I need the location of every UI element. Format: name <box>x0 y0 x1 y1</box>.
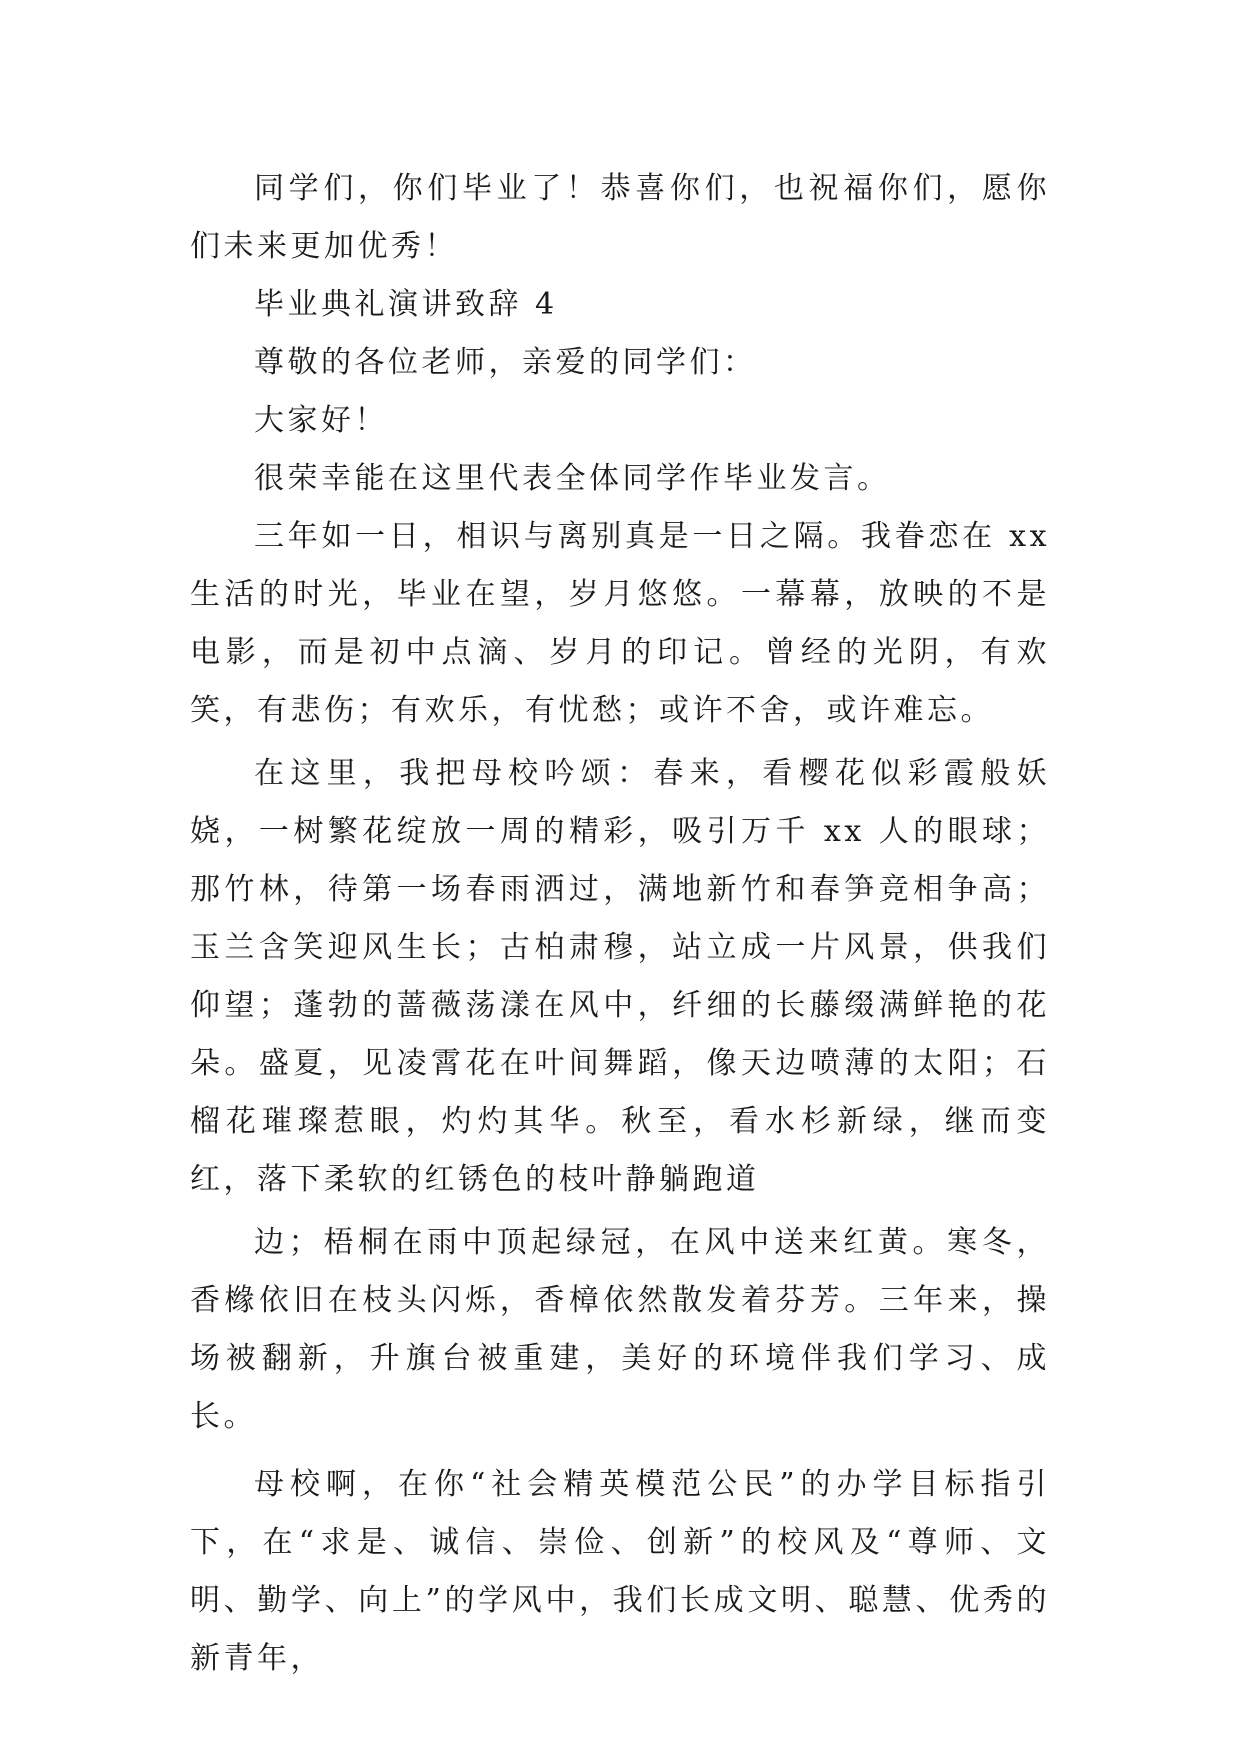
paragraph-campus-seasons: 在这里，我把母校吟颂：春来，看樱花似彩霞般妖娆，一树繁花绽放一周的精彩，吸引万千 xx 人的眼球；那竹林，待第一场春雨洒过，满地新竹和春笋竞相争高；玉兰含笑迎风生长；古柏肃穆，站立成一片风景，供我们仰望；蓬勃的蔷薇荡漾在风中，纤细的长藤缀满鲜艳的花朵。盛夏，见凌霄花在叶间舞蹈，像天边喷薄的太阳；石榴花璀璨惹眼，灼灼其华。秋至，看水杉新绿，继而变红，落下柔软的红锈色的枝叶静躺跑道 <box>190 756 1050 1197</box>
paragraph-closing-wishes: 同学们，你们毕业了！恭喜你们，也祝福你们，愿你们未来更加优秀！ <box>190 171 1050 264</box>
paragraph-campus-winter: 边；梧桐在雨中顶起绿冠，在风中送来红黄。寒冬，香橼依旧在枝头闪烁，香樟依然散发着芬芳。三年来，操场被翻新，升旗台被重建，美好的环境伴我们学习、成长。 <box>190 1225 1050 1434</box>
paragraph-intro: 很荣幸能在这里代表全体同学作毕业发言。 <box>254 461 891 496</box>
paragraph-school-motto: 母校啊，在你“社会精英模范公民”的办学目标指引下，在“求是、诚信、崇俭、创新”的校风及“尊师、文明、勤学、向上”的学风中，我们长成文明、聪慧、优秀的新青年， <box>190 1467 1050 1676</box>
salutation: 尊敬的各位老师，亲爱的同学们： <box>254 345 757 380</box>
document-body <box>190 160 1050 1688</box>
speech-title: 毕业典礼演讲致辞 4 <box>254 287 558 322</box>
greeting: 大家好！ <box>254 403 388 438</box>
paragraph-memories: 三年如一日，相识与离别真是一日之隔。我眷恋在 xx 生活的时光，毕业在望，岁月悠悠。一幕幕，放映的不是电影，而是初中点滴、岁月的印记。曾经的光阴，有欢笑，有悲伤；有欢乐，有忧愁；或许不舍，或许难忘。 <box>190 519 1050 728</box>
